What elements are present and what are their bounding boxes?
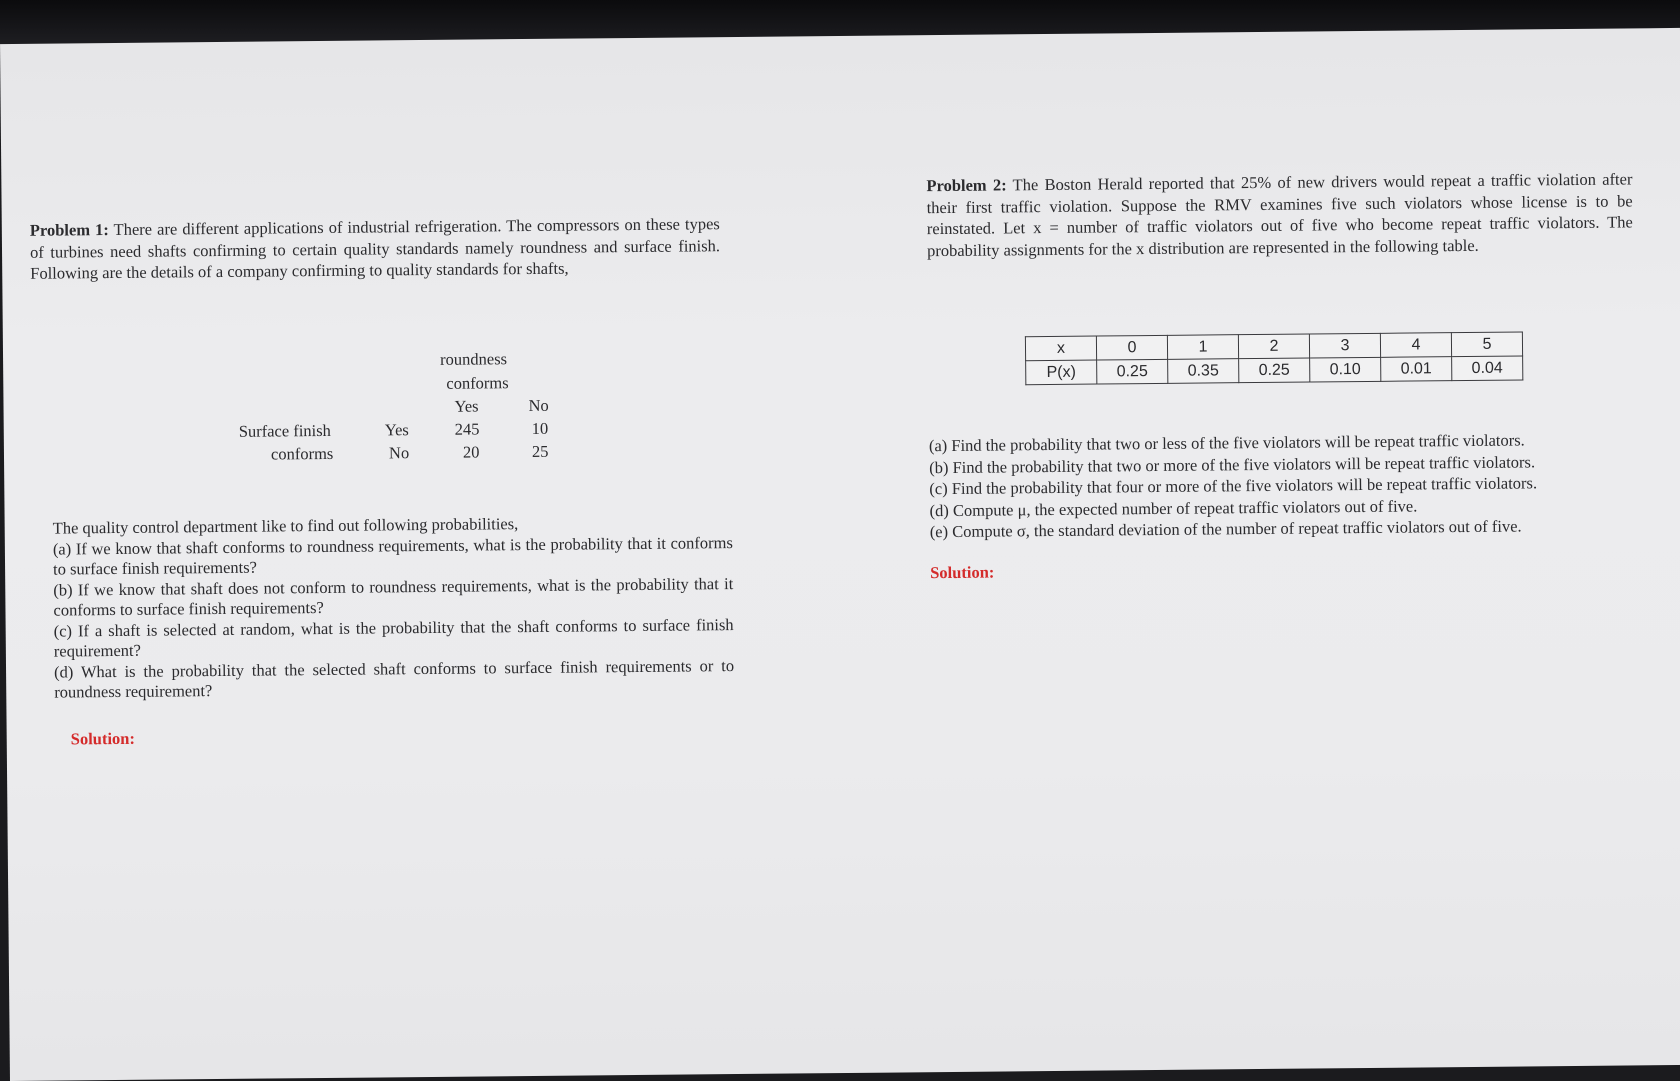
p-value: 0.25: [1239, 358, 1310, 383]
row-yes: Yes: [384, 420, 409, 440]
question-2b: (b) Find the probability that two or more of the five violators will be repeat traffic violators.: [929, 451, 1536, 477]
x-label: x: [1025, 336, 1096, 361]
problem1-title: Problem 1:: [29, 220, 109, 240]
row-header-conforms: conforms: [270, 443, 334, 464]
x-value: 3: [1309, 333, 1380, 358]
problem2-questions: [929, 428, 1636, 542]
problem2-title: Problem 2:: [926, 175, 1007, 196]
p-value: 0.04: [1452, 356, 1523, 381]
problem2-intro: [926, 168, 1633, 261]
col-header-roundness: roundness: [439, 349, 508, 369]
document-page: [0, 28, 1680, 1081]
table-row-px: [1026, 356, 1523, 385]
probability-table: [1025, 331, 1523, 385]
col-yes: Yes: [454, 396, 479, 416]
problem1-questions: [53, 512, 735, 703]
row-no: No: [388, 443, 410, 463]
question-1d: (d) What is the probability that the selected shaft conforms to surface finish requirements or to roundness requirement?: [53, 655, 735, 702]
contingency-table: [218, 349, 579, 472]
col-header-conforms: conforms: [446, 373, 509, 393]
question-2a: (a) Find the probability that two or less of the five violators will be repeat traffic violators.: [928, 430, 1525, 456]
question-2e: (e) Compute σ, the standard deviation of the number of repeat traffic violators out of five.: [929, 516, 1522, 542]
x-value: 0: [1096, 335, 1167, 360]
x-value: 5: [1451, 332, 1522, 357]
p-value: 0.25: [1097, 359, 1168, 384]
row-header-surface-finish: Surface finish: [238, 420, 331, 441]
question-1a: (a) If we know that shaft conforms to roundness requirements, what is the probability that it conforms to surface finish requirements?: [52, 532, 733, 579]
question-2d: (d) Compute μ, the expected number of repeat traffic violators out of five.: [929, 495, 1418, 520]
problem1-solution-label: Solution:: [70, 728, 135, 749]
x-value: 1: [1167, 335, 1238, 360]
problem1-text: There are different applications of industrial refrigeration. The compressors on these types of turbines need shafts confirming to certain quality standards namely roundness and surface finish. Following are the details of a company confirming to quality standards for shafts,: [29, 214, 721, 283]
problem2-text: The Boston Herald reported that 25% of new drivers would repeat a traffic violation after their first traffic violation. Suppose the RMV examines five such violators whose license is to be reinstated. Let x = number of traffic violators out of five who become repeat traffic violators. The probability assignments for the x distribution are represented in the following table.: [926, 169, 1633, 260]
question-1b: (b) If we know that shaft does not conform to roundness requirements, what is the probability that it conforms to surface finish requirements?: [53, 573, 734, 620]
problem1-intro: [30, 213, 721, 284]
question-2c: (c) Find the probability that four or more of the five violators will be repeat traffic violators.: [929, 473, 1538, 499]
x-value: 2: [1238, 334, 1309, 359]
p-value: 0.10: [1310, 357, 1381, 382]
col-no: No: [528, 395, 549, 416]
p-label: P(x): [1026, 360, 1097, 385]
cell-yes-no: 10: [531, 418, 549, 438]
cell-yes-yes: 245: [454, 419, 480, 439]
p-value: 0.35: [1168, 359, 1239, 384]
p-value: 0.01: [1381, 357, 1452, 382]
problem2-solution-label: Solution:: [930, 562, 995, 583]
question-1c: (c) If a shaft is selected at random, what is the probability that the shaft conforms to surface finish requirement?: [53, 614, 734, 661]
cell-no-no: 25: [531, 441, 549, 461]
cell-no-yes: 20: [462, 442, 480, 462]
questions-intro: The quality control department like to find out following probabilities,: [52, 514, 519, 538]
x-value: 4: [1380, 333, 1451, 358]
